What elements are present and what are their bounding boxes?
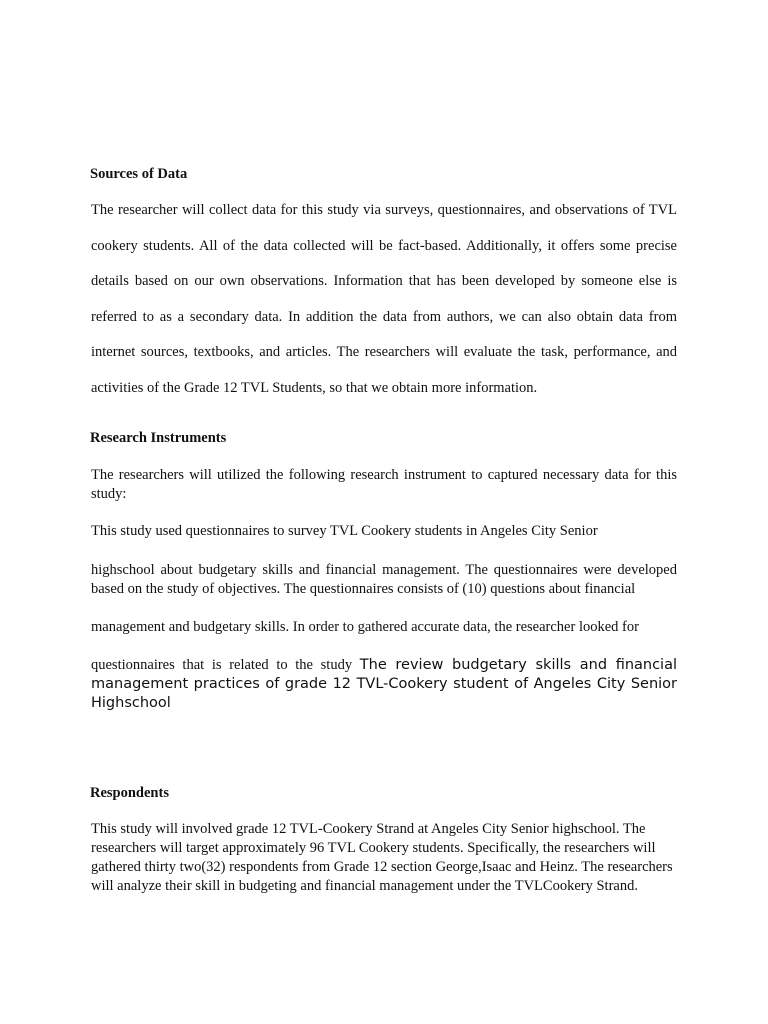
questionnaire-line-4-serif: questionnaires that is related to the study xyxy=(91,657,360,673)
research-instruments-intro: The researchers will utilized the following research instrument to captured necessary data for this study: xyxy=(91,467,677,502)
respondents-paragraph: This study will involved grade 12 TVL-Cookery Strand at Angeles City Senior highschool. The researchers will target approximately 96 TVL Cookery students. Specifically, the researchers will gathered thirty two(32) respondents from Grade 12 section George,Isaac and Heinz. The researchers will analyze their skill in budgeting and financial management under the TVLCookery Strand. xyxy=(91,821,673,894)
questionnaire-line-1: This study used questionnaires to survey TVL Cookery students in Angeles City Senior xyxy=(91,523,598,539)
questionnaire-line-3: management and budgetary skills. In order to gathered accurate data, the researcher looked for xyxy=(91,619,639,635)
study-title-text: The review budgetary skills and financial management practices of grade 12 TVL-Cookery student of Angeles City Senior Highschool xyxy=(91,657,678,711)
questionnaire-paragraph-2: highschool about budgetary skills and financial management. The questionnaires were developed based on the study of objectives. The questionnaires consists of (10) questions about financial xyxy=(91,562,677,597)
sources-of-data-heading: Sources of Data xyxy=(90,166,188,182)
research-instruments-heading: Research Instruments xyxy=(90,430,227,446)
respondents-heading: Respondents xyxy=(90,785,169,801)
questionnaire-line-4 xyxy=(91,656,677,713)
sources-of-data-paragraph: The researcher will collect data for this study via surveys, questionnaires, and observations of TVL cookery students. All of the data collected will be fact-based. Additionally, it offers some precise details based on our own observations. Information that has been developed by someone else is referred to as a secondary data. In addition the data from authors, we can also obtain data from internet sources, textbooks, and articles. The researchers will evaluate the task, performance, and activities of the Grade 12 TVL Students, so that we obtain more information. xyxy=(91,202,677,396)
